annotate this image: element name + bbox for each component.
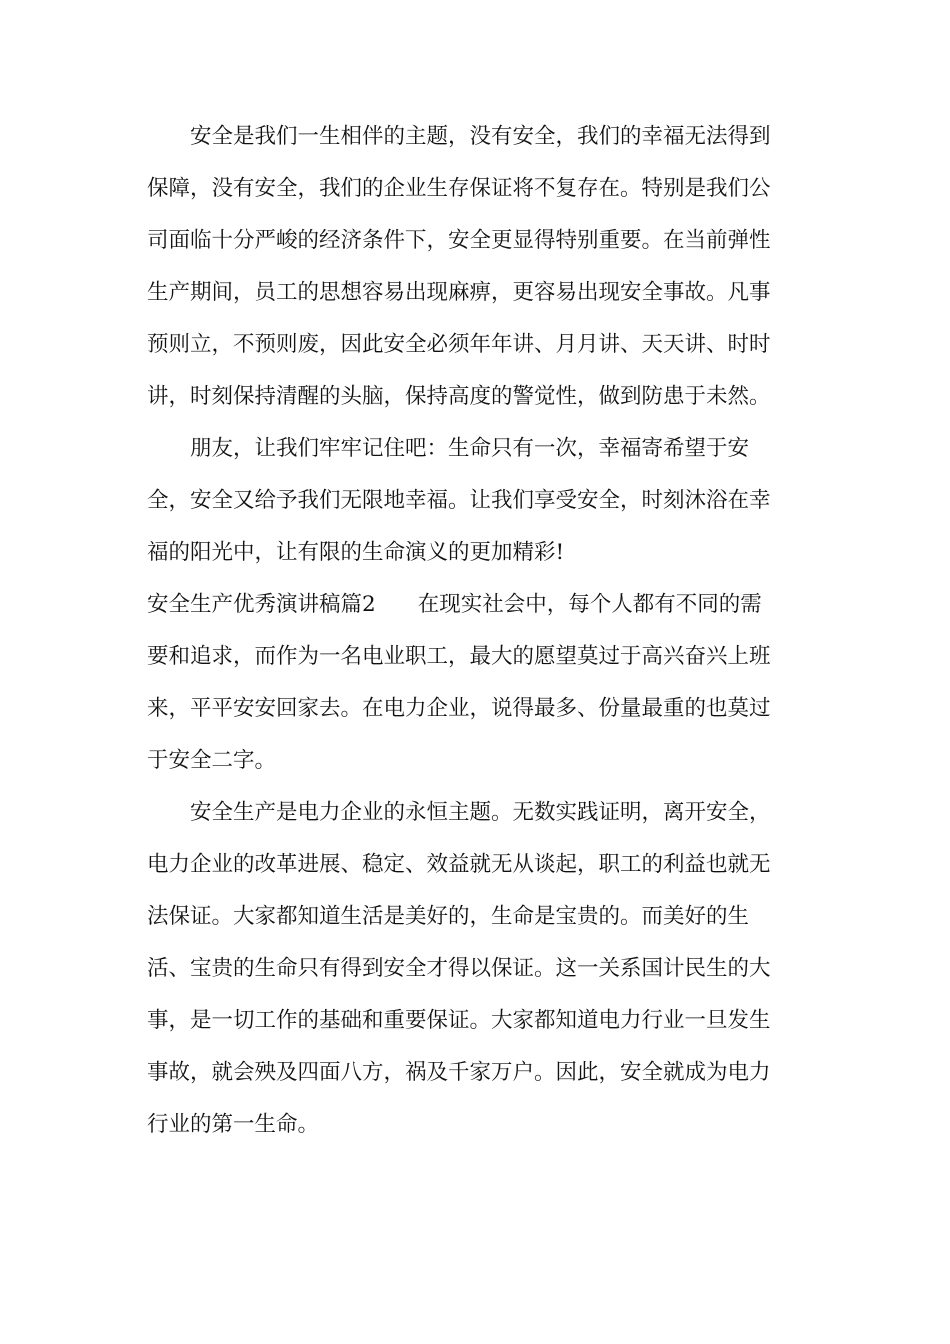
text-line: 福的阳光中，让有限的生命演义的更加精彩! [147,540,565,565]
text-line: 司面临十分严峻的经济条件下，安全更显得特别重要。在当前弹性 [147,228,771,253]
text-line: 预则立，不预则废，因此安全必须年年讲、月月讲、天天讲、时时 [147,332,771,357]
text-line: 电力企业的改革进展、稳定、效益就无从谈起，职工的利益也就无 [147,852,771,877]
section-heading: 安全生产优秀演讲稿篇2 [147,592,376,617]
text-line: 于安全二字。 [147,748,277,773]
text-line: 事，是一切工作的基础和重要保证。大家都知道电力行业一旦发生 [147,1008,771,1033]
text-line: 法保证。大家都知道生活是美好的，生命是宝贵的。而美好的生 [147,904,750,929]
text-line: 朋友，让我们牢牢记住吧：生命只有一次，幸福寄希望于安 [190,436,750,461]
text-line: 事故，就会殃及四面八方，祸及千家万户。因此，安全就成为电力 [147,1060,771,1085]
text-line: 生产期间，员工的思想容易出现麻痹，更容易出现安全事故。凡事 [147,280,771,305]
section-heading-line [147,590,807,620]
text-line: 要和追求，而作为一名电业职工，最大的愿望莫过于高兴奋兴上班 [147,644,771,669]
text-line: 行业的第一生命。 [147,1112,320,1137]
text-line: 安全生产是电力企业的永恒主题。无数实践证明，离开安全， [190,800,771,825]
text-line: 全，安全又给予我们无限地幸福。让我们享受安全，时刻沐浴在幸 [147,488,771,513]
text-line: 保障，没有安全，我们的企业生存保证将不复存在。特别是我们公 [147,176,771,201]
text-line: 安全是我们一生相伴的主题，没有安全，我们的幸福无法得到 [190,124,771,149]
text-line: 活、宝贵的生命只有得到安全才得以保证。这一关系国计民生的大 [147,956,771,981]
paragraph-3-start: 在现实社会中，每个人都有不同的需 [417,592,762,617]
text-line: 来，平平安安回家去。在电力企业，说得最多、份量最重的也莫过 [147,696,771,721]
text-line: 讲，时刻保持清醒的头脑，保持高度的警觉性，做到防患于未然。 [147,384,771,409]
